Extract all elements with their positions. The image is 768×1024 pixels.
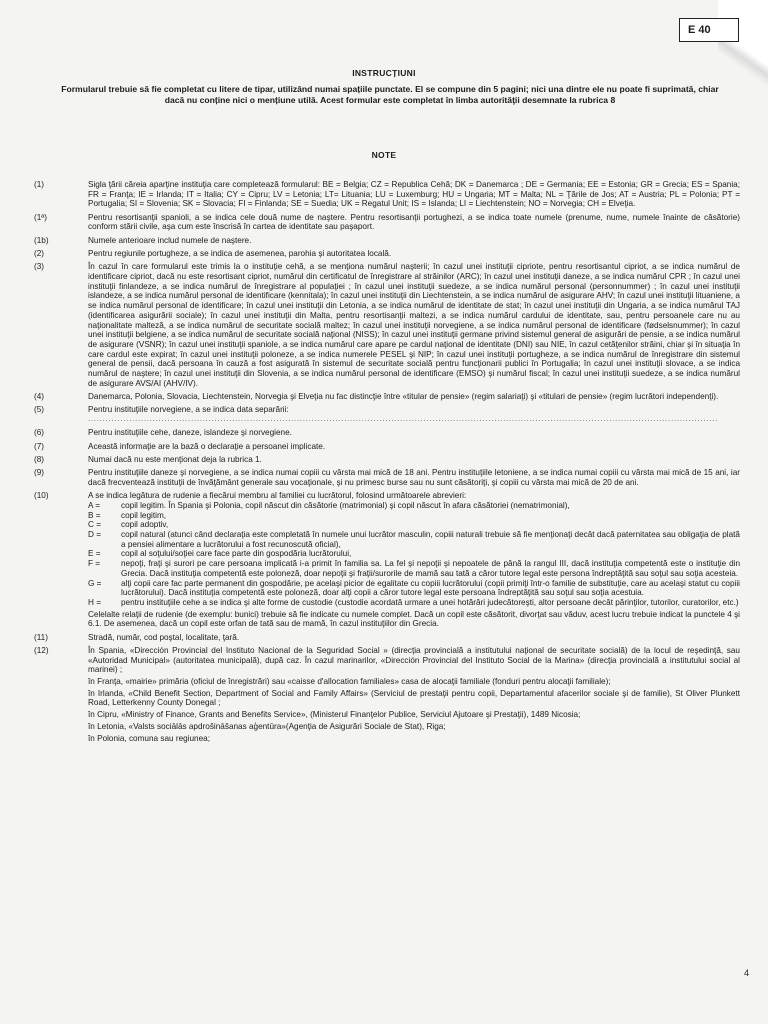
abbreviation-row: [88, 520, 740, 530]
page-curl: [718, 0, 768, 110]
abbreviation-key: C =: [88, 520, 101, 530]
note-number: (2): [34, 249, 45, 258]
note-text: Pentru instituţiile cehe, daneze, islandeze şi norvegiene.: [88, 428, 292, 438]
note-text: Sigla ţării căreia aparţine instituţia care completează formularul: BE = Belgia; CZ = Republica Cehă; DK = Danemarca ; DE = Germania; EE = Estonia; GR = Grecia; ES = Spania; FR = Franţa; IE = Irlanda; IT = Italia; CY = Cipru; LV = Letonia; LT= Lituania; LU = Luxemburg; HU = Ungaria; MT = Malta; NL = Ţările de Jos; AT = Austria; PL = Polonia; PT = Portugalia; SI = Slovenia; SK = Slovacia; FI = Finlanda; SE = Suedia; UK = Regatul Unit; IS = Islanda; LI = Liechtenstein; NO = Norvegia; CH = Elveţia.: [88, 180, 740, 209]
note-paragraph: în Letonia, «Valsts sociālās apdrošināšanas aģentūra»(Agenţia de Asigurări Sociale de Stat), Riga;: [88, 721, 446, 731]
abbreviation-key: E =: [88, 549, 101, 559]
note-text: Numele anterioare includ numele de naştere.: [88, 235, 252, 245]
abbreviation-value: copil adoptiv,: [121, 520, 169, 530]
abbreviation-key: D =: [88, 530, 101, 540]
note-number: (9): [34, 468, 45, 478]
note-text: Pentru regiunile portugheze, a se indica de asemenea, parohia şi autoritatea locală.: [88, 249, 392, 258]
abbreviation-value: copil natural (atunci când declaraţia este completată în numele unui lucrător masculin, copiii naturali trebuie să fie menţionaţi decât dacă paternitatea sau obligaţia de plată a pensiei alimentare a lucrătorului a fost recunoscută oficial),: [121, 530, 740, 549]
note-text: Pentru resortisanţii spanioli, a se indica cele două nume de naştere. Pentru resortisanţii portughezi, a se indica toate numele (prenume, nume, numele înainte de căsătorie) conform stării civile, aşa cum este înscrisă în cartea de identitate sau paşaport.: [88, 212, 740, 232]
note-number: (3): [34, 262, 45, 272]
note-item: [34, 405, 740, 424]
note-number: (7): [34, 441, 45, 451]
abbreviation-value: copil legitim. În Spania şi Polonia, copil născut din căsătorie (matrimonial) şi copil născut în afara căsătoriei (nematrimonial),: [121, 500, 570, 510]
note-text: Pentru instituţiile norvegiene, a se indica data separării:: [88, 405, 289, 415]
note-text: Această informaţie are la bază o declaraţie a persoanei implicate.: [88, 441, 326, 451]
note-item: [34, 633, 740, 643]
abbreviation-key: B =: [88, 510, 101, 520]
note-followup-text: Celelalte relaţii de rudenie (de exemplu: bunici) trebuie să fie indicate cu numele complet. Dacă un copil este căsătorit, divorţat sau văduv, acest lucru trebuie indicat la punctele 4 şi 6.1. De asemenea, dacă un copil este orfan de tată sau de mamă, în cazul instituţiilor din Grecia.: [88, 609, 740, 629]
note-number: (12): [34, 645, 49, 655]
abbreviation-key: H =: [88, 597, 101, 607]
note-number: (5): [34, 405, 45, 415]
note-text: În cazul în care formularul este trimis la o instituţie cehă, a se menţiona numărul naşterii; în cazul unei instituţii cipriote, pentru resortisantul cipriot, a se indica numărul de identificare cipriot, dacă nu este resortisant cipriot, numărul din certificatul de înregistrare al străinilor (ARC); în cazul unei instituţii daneze, a se indica numărul CPR ; în cazul unei instituţii finlandeze, a se indica numărul de înregistrare al populaţiei ; în cazul unei instituţii suedeze, a se indica numărul personal (personnummer) ; în cazul unei instituţii islandeze, a se indica numărul personal de identificare (kennitala); în cazul unei instituţii din Liechtenstein, a se indica numărul de asigurare AHV; în cazul unei instituţii lituaniene, a se indica numărul personal de identificare; în cazul unei instituţii din Letonia, a se indica numărul de identitate de stat; în cazul unei instituţii din Ungaria, a se indica numărul TAJ (identificarea asigurării sociale); în cazul unei instituţii din Malta, pentru resortisanţii maltezi, a se indica numărul cardului de identitate, sau, pentru persoanele care nu au naţionalitate malteză, a se indica numărul de securitate socială maltez; în cazul unei instituţii norvegiene, a se indica numărul personal de identificare (fødselsnummer); în cazul unei instituţii belgiene, a se indica numărul de securitate socială naţional (NISS); în cazul unei instituţii germane privind sistemul general de asigurări de pensie, a se indica numărul de asigurare (VSNR); în cazul unei instituţii spaniole, a se indica numărul care apare pe cardul naţional de identitate (DNI) sau NIE, în cazul cetăţenilor străini, chiar şi în situaţia în care cardul este expirat; în cazul unei instituţii poloneze, a se indica numerele PESEL şi NIP; în cazul unei instituţii portugheze, a se indica numărul de înregistrare din sistemul general de pensii, dacă persoana în cauză a fost asigurată în sistemul de securitate socială pentru funcţionarii publici în Portugalia; în cazul unei instituţii slovace, a se indica numărul de naştere; în cazul unei instituţii din Slovenia, a se indica numărul personal de identificare (EMSO) şi numărul fiscal; în cazul unei instituţii suedeze, a se indica numărul de asigurare AVS/AI (AHV/IV).: [88, 262, 740, 388]
intro-paragraph: Formularul trebuie să fie completat cu litere de tipar, utilizând numai spațiile punctate. El se compune din 5 pagini; nici una dintre ele nu poate fi suprimată, chiar dacă nu conține nici o mențiune utilă. Acest formular este completat în limba autorităţii desemnate la rubrica 8: [61, 84, 719, 105]
page-number: 4: [744, 968, 750, 978]
note-text: Danemarca, Polonia, Slovacia, Liechtenstein, Norvegia şi Elveţia nu fac distincţie între «titular de pensie» (regim salariaţi) şi «titulari de pensie» (regim lucrători independenţi).: [88, 392, 719, 402]
note-paragraph: în Franţa, «mairie» primăria (oficiul de înregistrări) sau «caisse d'allocation familiales» casa de alocaţii familiale (fonduri pentru alocaţii familiale);: [88, 677, 611, 687]
note-item: [34, 236, 740, 246]
note-text: Pentru instituţiile daneze şi norvegiene, a se indica numai copiii cu vârsta mai mică de 18 ani. Pentru instituţiile letoniene, a se indica numai copiii cu vârsta mai mică de 15 ani, iar dacă frecventează instituţii de învăţământ generale sau vocaţionale, şi nu primesc burse sau nu sunt căsătoriţi, şi copiii cu vârsta mai mică de 20 de ani.: [88, 468, 740, 487]
abbreviation-row: [88, 501, 740, 511]
note-item: [34, 180, 740, 209]
abbreviation-key: F =: [88, 559, 101, 569]
abbreviation-row: [88, 530, 740, 549]
note-text: A se indica legătura de rudenie a fiecărui membru al familiei cu lucrătorul, folosind următoarele abrevieri:: [88, 491, 467, 501]
note-paragraph: în Cipru, «Ministry of Finance, Grants and Benefits Service», (Ministerul Finanţelor Publice, Serviciul Ajutoare şi Prestaţii), 1489 Nicosia;: [88, 710, 581, 720]
note-number: (11): [34, 632, 48, 642]
abbreviation-value: alţi copii care fac parte permanent din gospodărie, pe acelaşi picior de egalitate cu copiii lucrătorului (copii primiţi într-o familie de substituţie, care au acelaşi statut cu copiii lucrătorului). Dacă instituţia competentă este poloneză, doar alţi copii a căror tutore legal este persoana îndreptăţită sau soţul sau soţia acestuia.: [121, 578, 740, 598]
note-item: [34, 442, 740, 452]
note-item: [34, 455, 740, 465]
abbreviation-value: pentru instituţiile cehe a se indica şi alte forme de custodie (custodie acordată urmare a unei hotărâri judecătoreşti, altor persoane decât părinţilor, tutorilor, curatorilor, etc.): [121, 597, 739, 607]
abbreviation-key: A =: [88, 500, 101, 510]
note-text: Numai dacă nu este menţionat deja la rubrica 1.: [88, 454, 262, 464]
note-number: (6): [34, 428, 45, 438]
abbreviation-value: nepoţi, fraţi şi surori pe care persoana implicată i-a primit în familia sa. La fel şi nepoţii şi nepoatele de până la rangul III, dacă instituţia competentă este o instituţie din Grecia. Dacă instituţia competentă este poloneză, doar nepoţii şi fraţii/surorile de mamă sau tată a căror tutore legal este persona îndreptăţită sau soţul sau soţia acesteia.: [121, 559, 740, 578]
note-paragraph: în Polonia, comuna sau regiunea;: [88, 733, 210, 743]
notes-list: [34, 180, 740, 747]
abbreviation-row: [88, 549, 740, 559]
page-title: INSTRUCȚIUNI: [352, 68, 416, 78]
abbreviation-value: copil al soţului/soţiei care face parte din gospodăria lucrătorului,: [121, 549, 352, 559]
note-item: [34, 428, 740, 438]
note-item: [34, 392, 740, 402]
abbreviation-row: [88, 511, 740, 521]
note-number: (10): [34, 491, 49, 501]
note-item: [34, 468, 740, 487]
dotted-fill-line[interactable]: ......................................................................................................................................................................................................................: [88, 416, 719, 424]
abbreviation-row: [88, 598, 740, 608]
note-text: În Spania, «Dirección Provincial del Instituto Nacional de la Seguridad Social » (direcţia provincială a institutului naţional de securitate socială) de la locul de reşedinţă, sau «Autoridad Municipal» (autoritatea municipală), după caz. În cazul marinarilor, «Dirección Provincial del Instituto Social de la Marina» (direcţia provincială a institutului social al marinei) ;: [88, 645, 740, 675]
abbreviation-value: copil legitim,: [121, 510, 167, 520]
note-item: [34, 646, 740, 743]
note-item: [34, 262, 740, 388]
note-item: [34, 491, 740, 629]
note-text: Stradă, număr, cod poştal, localitate, ţară.: [88, 632, 240, 642]
note-number: (1b): [34, 235, 49, 245]
note-number: (8): [34, 454, 45, 464]
note-paragraph: în Irlanda, «Child Benefit Section, Department of Social and Family Affairs» (Serviciul de prestaţii pentru copii, Departamentul afacerilor sociale şi de familie), St Oliver Plunkett Road, Letterkenny County Donegal ;: [88, 688, 740, 708]
form-code-box: E 40: [679, 18, 739, 42]
note-number: (1): [34, 180, 45, 189]
abbreviation-key: G =: [88, 578, 102, 588]
abbreviation-row: [88, 559, 740, 578]
note-number: (4): [34, 392, 45, 402]
note-number: (1ª): [34, 212, 48, 222]
abbreviation-row: [88, 579, 740, 598]
note-item: [34, 213, 740, 232]
note-item: [34, 249, 740, 259]
notes-heading: NOTE: [371, 150, 397, 160]
